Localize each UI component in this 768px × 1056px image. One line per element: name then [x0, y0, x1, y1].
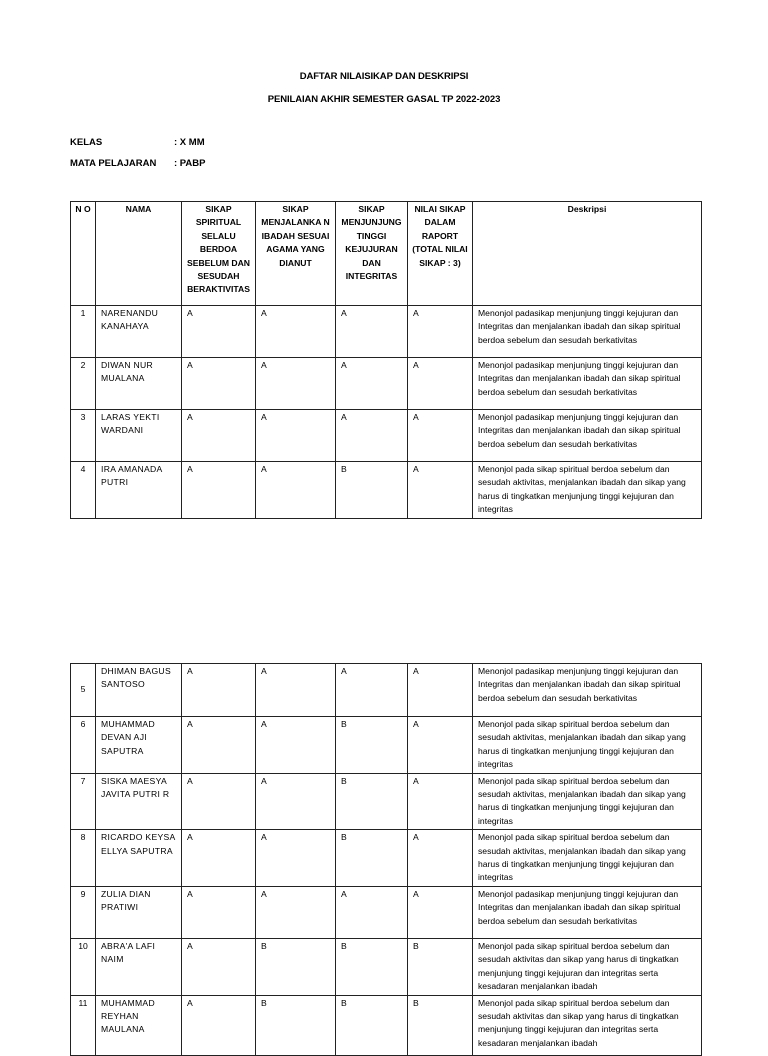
row-sikap-ibadah: A: [256, 358, 336, 410]
table-row: [71, 664, 702, 717]
row-sikap-kejujuran: B: [336, 773, 408, 830]
row-nama: MUHAMMAD DEVAN AJI SAPUTRA: [96, 717, 182, 774]
row-sikap-ibadah: A: [256, 717, 336, 774]
row-sikap-kejujuran: B: [336, 938, 408, 995]
mapel-value: : PABP: [174, 158, 206, 169]
table-row: [71, 410, 702, 462]
row-nilai-sikap: A: [408, 462, 473, 519]
row-sikap-spiritual: A: [182, 358, 256, 410]
header-sikap-kejujuran: SIKAP MENJUNJUNG TINGGI KEJUJURAN DAN INTEGRITAS: [336, 202, 408, 306]
row-nama: DHIMAN BAGUS SANTOSO: [96, 664, 182, 717]
table-row: [71, 995, 702, 1055]
row-nilai-sikap: B: [408, 995, 473, 1055]
row-sikap-ibadah: A: [256, 306, 336, 358]
row-nama: MUHAMMAD REYHAN MAULANA: [96, 995, 182, 1055]
row-sikap-spiritual: A: [182, 717, 256, 774]
row-nilai-sikap: A: [408, 717, 473, 774]
row-sikap-ibadah: A: [256, 410, 336, 462]
row-deskripsi: Menonjol pada sikap spiritual berdoa sebelum dan sesudah aktivitas, menjalankan ibadah dan sikap yang harus di tingkatkan menjunjung tinggi kejujuran dan integritas: [473, 462, 702, 519]
row-nama: LARAS YEKTI WARDANI: [96, 410, 182, 462]
row-nama: IRA AMANADA PUTRI: [96, 462, 182, 519]
row-sikap-spiritual: A: [182, 830, 256, 887]
row-sikap-kejujuran: B: [336, 462, 408, 519]
document-subtitle: PENILAIAN AKHIR SEMESTER GASAL TP 2022-2023: [267, 94, 501, 105]
row-sikap-ibadah: A: [256, 462, 336, 519]
row-no: 9: [71, 886, 96, 938]
row-no: 6: [71, 717, 96, 774]
row-sikap-ibadah: A: [256, 830, 336, 887]
row-nilai-sikap: B: [408, 938, 473, 995]
row-nilai-sikap: A: [408, 773, 473, 830]
header-deskripsi: Deskripsi: [473, 202, 702, 306]
row-sikap-kejujuran: B: [336, 717, 408, 774]
row-nilai-sikap: A: [408, 358, 473, 410]
row-sikap-spiritual: A: [182, 306, 256, 358]
row-nama: SISKA MAESYA JAVITA PUTRI R: [96, 773, 182, 830]
row-sikap-ibadah: B: [256, 995, 336, 1055]
row-sikap-kejujuran: A: [336, 358, 408, 410]
row-nilai-sikap: A: [408, 886, 473, 938]
row-sikap-spiritual: A: [182, 995, 256, 1055]
row-nama: ZULIA DIAN PRATIWI: [96, 886, 182, 938]
row-deskripsi: Menonjol pada sikap spiritual berdoa sebelum dan sesudah aktivitas dan sikap yang harus di tingkatkan menjunjung tinggi kejujuran dan integritas serta kesadaran menjalankan ibadah: [473, 938, 702, 995]
row-sikap-ibadah: A: [256, 664, 336, 717]
row-sikap-kejujuran: A: [336, 886, 408, 938]
row-deskripsi: Menonjol pada sikap spiritual berdoa sebelum dan sesudah aktivitas, menjalankan ibadah dan sikap yang harus di tingkatkan menjunjung tinggi kejujuran dan integritas: [473, 830, 702, 887]
row-deskripsi: Menonjol padasikap menjunjung tinggi kejujuran dan Integritas dan menjalankan ibadah dan sikap spiritual berdoa sebelum dan sesudah berkativitas: [473, 886, 702, 938]
mapel-label: MATA PELAJARAN: [70, 158, 157, 169]
row-sikap-spiritual: A: [182, 410, 256, 462]
row-no: 11: [71, 995, 96, 1055]
table-row: [71, 306, 702, 358]
row-deskripsi: Menonjol padasikap menjunjung tinggi kejujuran dan Integritas dan menjalankan ibadah dan sikap spiritual berdoa sebelum dan sesudah berkativitas: [473, 664, 702, 717]
row-sikap-kejujuran: A: [336, 664, 408, 717]
row-sikap-spiritual: A: [182, 664, 256, 717]
row-nama: NARENANDU KANAHAYA: [96, 306, 182, 358]
row-nilai-sikap: A: [408, 830, 473, 887]
row-no: 2: [71, 358, 96, 410]
row-sikap-kejujuran: B: [336, 995, 408, 1055]
row-deskripsi: Menonjol padasikap menjunjung tinggi kejujuran dan Integritas dan menjalankan ibadah dan sikap spiritual berdoa sebelum dan sesudah berkativitas: [473, 410, 702, 462]
table-row: [71, 717, 702, 774]
row-nama: DIWAN NUR MUALANA: [96, 358, 182, 410]
row-nilai-sikap: A: [408, 664, 473, 717]
row-deskripsi: Menonjol padasikap menjunjung tinggi kejujuran dan Integritas dan menjalankan ibadah dan sikap spiritual berdoa sebelum dan sesudah berkativitas: [473, 306, 702, 358]
grades-table-page1: [70, 201, 702, 519]
table-row: [71, 358, 702, 410]
kelas-label: KELAS: [70, 137, 103, 148]
header-no: N O: [71, 202, 96, 306]
row-nama: ABRA'A LAFI NAIM: [96, 938, 182, 995]
row-deskripsi: Menonjol pada sikap spiritual berdoa sebelum dan sesudah aktivitas, menjalankan ibadah dan sikap yang harus di tingkatkan menjunjung tinggi kejujuran dan integritas: [473, 773, 702, 830]
row-no: 1: [71, 306, 96, 358]
row-sikap-spiritual: A: [182, 938, 256, 995]
row-sikap-kejujuran: A: [336, 410, 408, 462]
document-title: DAFTAR NILAISIKAP DAN DESKRIPSI: [299, 71, 469, 82]
row-sikap-ibadah: A: [256, 773, 336, 830]
row-deskripsi: Menonjol pada sikap spiritual berdoa sebelum dan sesudah aktivitas, menjalankan ibadah dan sikap yang harus di tingkatkan menjunjung tinggi kejujuran dan integritas: [473, 717, 702, 774]
row-sikap-spiritual: A: [182, 886, 256, 938]
row-sikap-spiritual: A: [182, 462, 256, 519]
row-sikap-kejujuran: A: [336, 306, 408, 358]
table-row: [71, 938, 702, 995]
grades-table-page2: [70, 663, 702, 1056]
row-sikap-spiritual: A: [182, 773, 256, 830]
row-deskripsi: Menonjol pada sikap spiritual berdoa sebelum dan sesudah aktivitas dan sikap yang harus di tingkatkan menjunjung tinggi kejujuran dan integritas serta kesadaran menjalankan ibadah: [473, 995, 702, 1055]
table-row: [71, 462, 702, 519]
header-sikap-ibadah: SIKAP MENJALANKA N IBADAH SESUAI AGAMA YANG DIANUT: [256, 202, 336, 306]
row-sikap-ibadah: A: [256, 886, 336, 938]
kelas-value: : X MM: [174, 137, 205, 148]
row-no: 7: [71, 773, 96, 830]
header-nama: NAMA: [96, 202, 182, 306]
row-sikap-kejujuran: B: [336, 830, 408, 887]
row-deskripsi: Menonjol padasikap menjunjung tinggi kejujuran dan Integritas dan menjalankan ibadah dan sikap spiritual berdoa sebelum dan sesudah berkativitas: [473, 358, 702, 410]
table-row: [71, 886, 702, 938]
row-no: 4: [71, 462, 96, 519]
row-no: 5: [71, 664, 96, 717]
header-nilai-sikap: NILAI SIKAP DALAM RAPORT (TOTAL NILAI SIKAP : 3): [408, 202, 473, 306]
row-nilai-sikap: A: [408, 306, 473, 358]
row-nilai-sikap: A: [408, 410, 473, 462]
row-no: 8: [71, 830, 96, 887]
row-sikap-ibadah: B: [256, 938, 336, 995]
header-sikap-spiritual: SIKAP SPIRITUAL SELALU BERDOA SEBELUM DAN SESUDAH BERAKTIVITAS: [182, 202, 256, 306]
row-no: 3: [71, 410, 96, 462]
row-nama: RICARDO KEYSA ELLYA SAPUTRA: [96, 830, 182, 887]
table-row: [71, 773, 702, 830]
table-row: [71, 830, 702, 887]
row-no: 10: [71, 938, 96, 995]
